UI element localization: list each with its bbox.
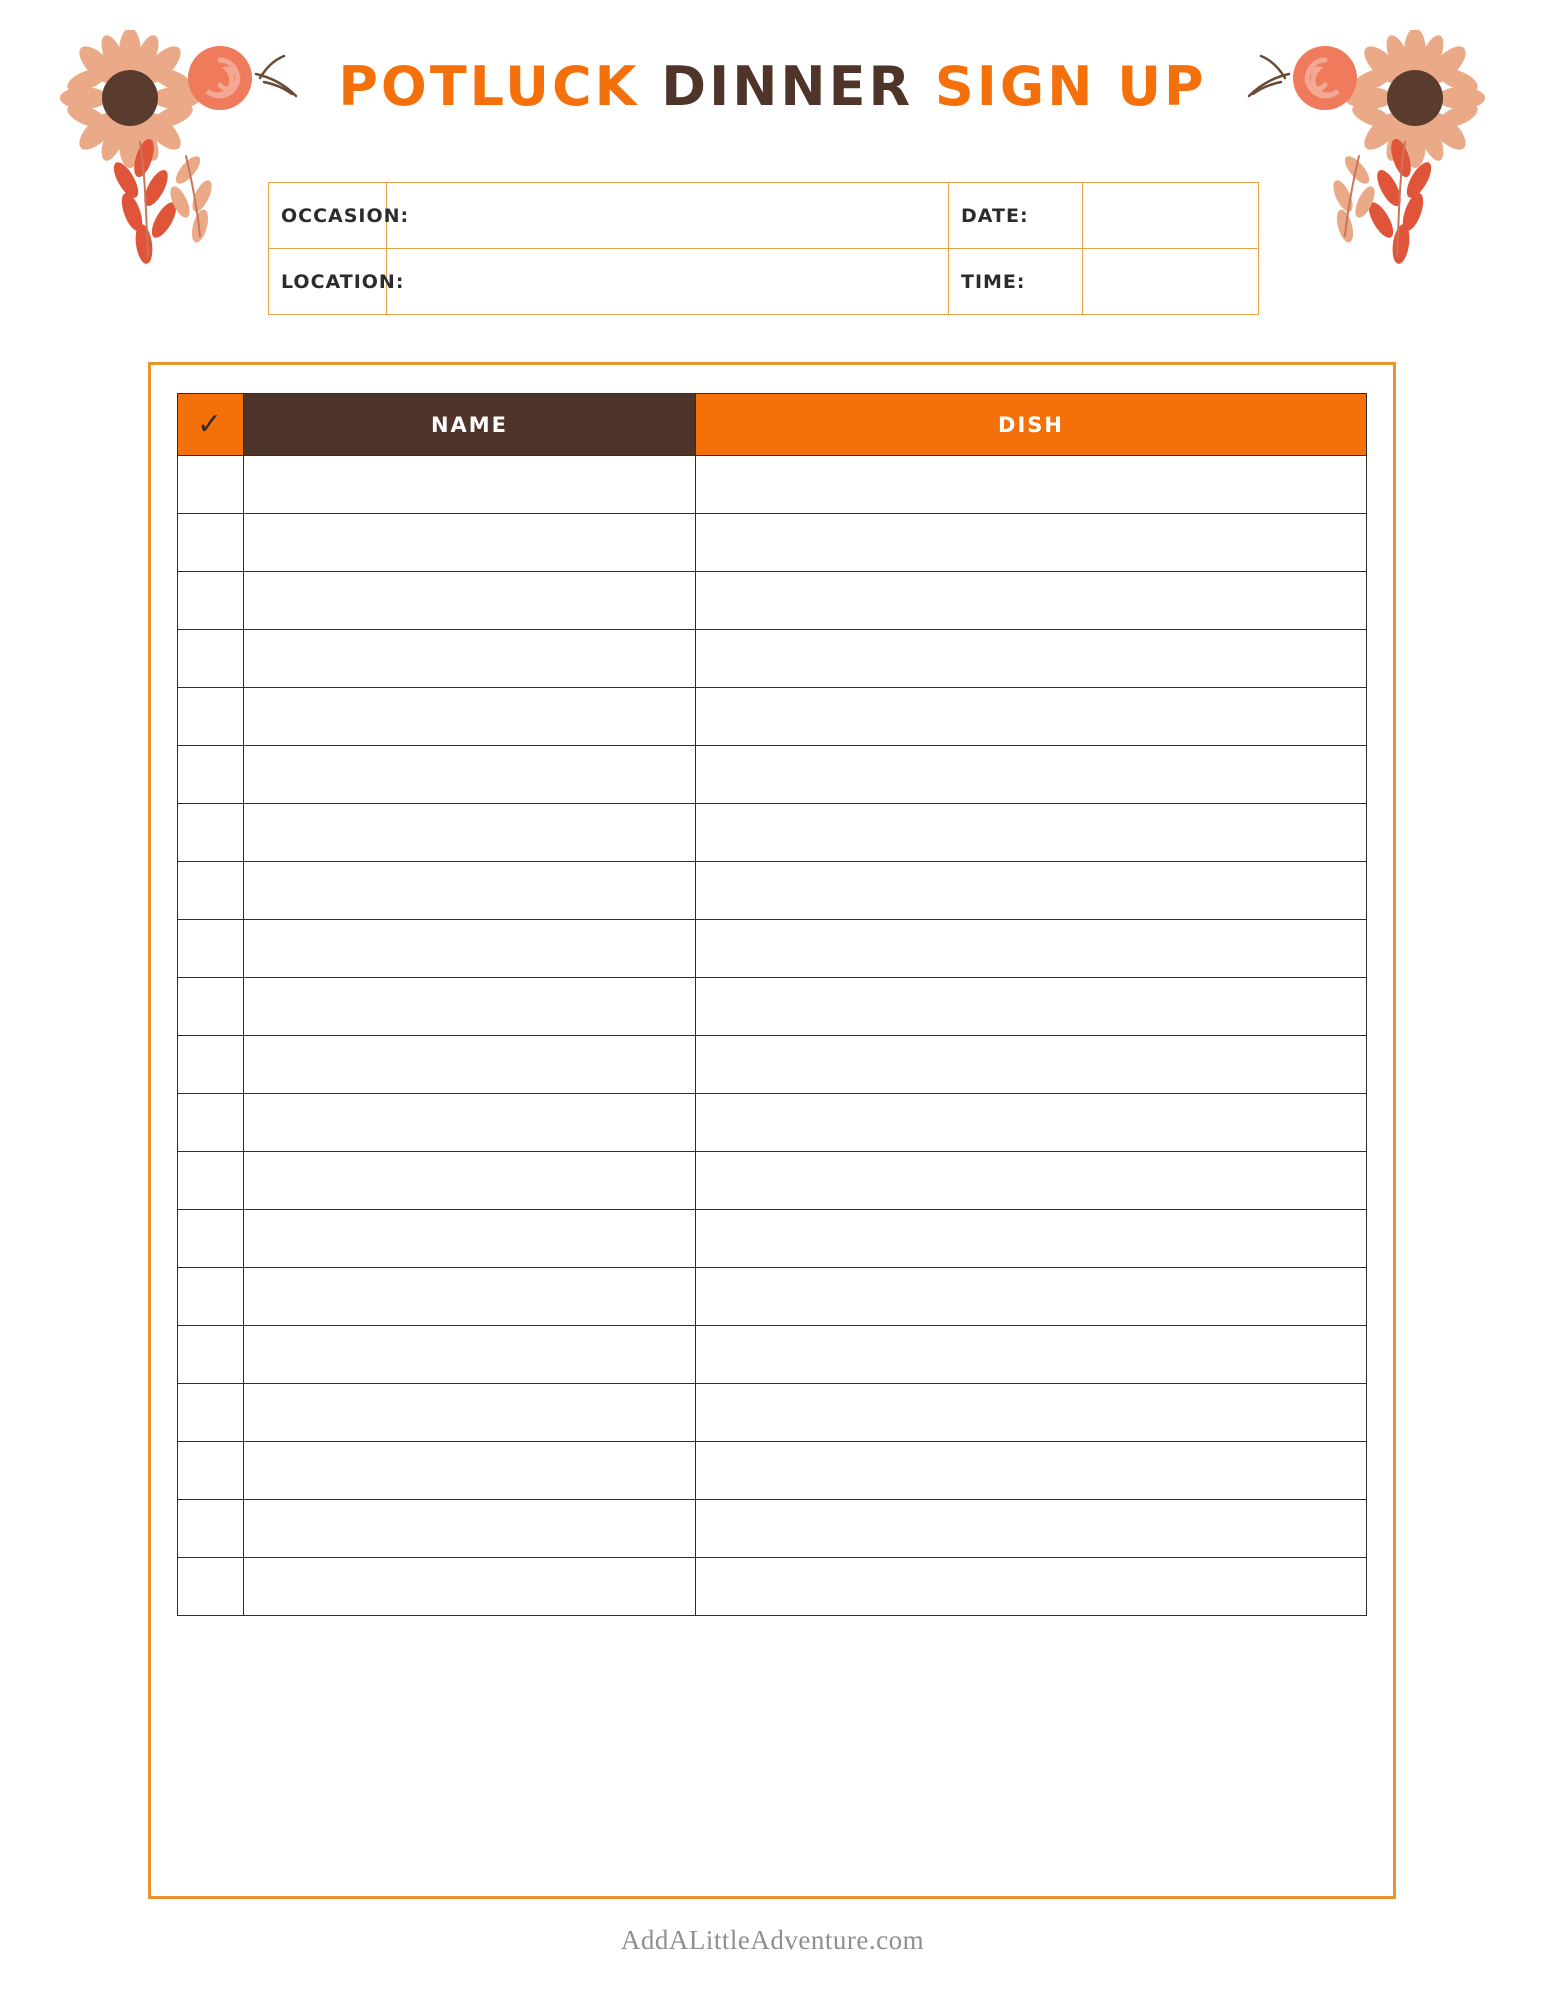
table-row — [178, 804, 1367, 862]
row-name-cell[interactable] — [244, 1036, 696, 1094]
footer-credit: AddALittleAdventure.com — [620, 1925, 925, 1955]
time-field[interactable] — [1083, 249, 1259, 315]
row-check-cell[interactable] — [178, 1326, 244, 1384]
row-dish-cell[interactable] — [696, 978, 1367, 1036]
column-header-dish: DISH — [696, 394, 1367, 456]
row-check-cell[interactable] — [178, 1268, 244, 1326]
table-row — [178, 1094, 1367, 1152]
row-name-cell[interactable] — [244, 1094, 696, 1152]
row-name-cell[interactable] — [244, 514, 696, 572]
row-dish-cell[interactable] — [696, 1036, 1367, 1094]
row-dish-cell[interactable] — [696, 514, 1367, 572]
row-check-cell[interactable] — [178, 456, 244, 514]
table-row — [178, 1442, 1367, 1500]
signup-body — [178, 456, 1367, 1616]
row-dish-cell[interactable] — [696, 688, 1367, 746]
row-name-cell[interactable] — [244, 1500, 696, 1558]
row-check-cell[interactable] — [178, 572, 244, 630]
table-row — [178, 862, 1367, 920]
table-row — [178, 1036, 1367, 1094]
table-row — [178, 978, 1367, 1036]
title-word-potluck: POTLUCK — [338, 55, 640, 118]
row-name-cell[interactable] — [244, 630, 696, 688]
time-label: TIME: — [949, 249, 1083, 315]
row-name-cell[interactable] — [244, 1442, 696, 1500]
row-name-cell[interactable] — [244, 688, 696, 746]
signup-header-row — [178, 394, 1367, 456]
row-dish-cell[interactable] — [696, 1442, 1367, 1500]
row-dish-cell[interactable] — [696, 1268, 1367, 1326]
date-label: DATE: — [949, 183, 1083, 249]
row-check-cell[interactable] — [178, 688, 244, 746]
row-dish-cell[interactable] — [696, 1210, 1367, 1268]
row-name-cell[interactable] — [244, 746, 696, 804]
table-row — [178, 456, 1367, 514]
row-name-cell[interactable] — [244, 1326, 696, 1384]
row-check-cell[interactable] — [178, 630, 244, 688]
event-info-table — [268, 182, 1259, 315]
row-dish-cell[interactable] — [696, 572, 1367, 630]
row-dish-cell[interactable] — [696, 1558, 1367, 1616]
location-field[interactable] — [387, 249, 949, 315]
row-check-cell[interactable] — [178, 1036, 244, 1094]
row-name-cell[interactable] — [244, 1268, 696, 1326]
column-header-name: NAME — [244, 394, 696, 456]
row-check-cell[interactable] — [178, 1210, 244, 1268]
row-dish-cell[interactable] — [696, 630, 1367, 688]
row-name-cell[interactable] — [244, 804, 696, 862]
row-check-cell[interactable] — [178, 1500, 244, 1558]
row-name-cell[interactable] — [244, 1152, 696, 1210]
table-row — [178, 572, 1367, 630]
row-dish-cell[interactable] — [696, 862, 1367, 920]
occasion-field[interactable] — [387, 183, 949, 249]
title-word-dinner: DINNER — [661, 55, 914, 118]
row-dish-cell[interactable] — [696, 1326, 1367, 1384]
table-row — [178, 1500, 1367, 1558]
row-check-cell[interactable] — [178, 1558, 244, 1616]
row-name-cell[interactable] — [244, 1558, 696, 1616]
checkmark-icon: ✓ — [196, 406, 225, 442]
row-dish-cell[interactable] — [696, 1094, 1367, 1152]
table-row — [178, 1268, 1367, 1326]
table-row — [178, 514, 1367, 572]
row-name-cell[interactable] — [244, 1210, 696, 1268]
row-check-cell[interactable] — [178, 514, 244, 572]
page-title — [0, 55, 1545, 118]
table-row — [178, 920, 1367, 978]
row-name-cell[interactable] — [244, 572, 696, 630]
row-dish-cell[interactable] — [696, 920, 1367, 978]
table-row — [178, 630, 1367, 688]
row-check-cell[interactable] — [178, 920, 244, 978]
title-word-signup: SIGN UP — [934, 55, 1207, 118]
row-name-cell[interactable] — [244, 978, 696, 1036]
row-dish-cell[interactable] — [696, 1152, 1367, 1210]
table-row — [178, 1384, 1367, 1442]
date-field[interactable] — [1083, 183, 1259, 249]
row-check-cell[interactable] — [178, 1442, 244, 1500]
occasion-label: OCCASION: — [269, 183, 387, 249]
location-label: LOCATION: — [269, 249, 387, 315]
row-dish-cell[interactable] — [696, 804, 1367, 862]
row-name-cell[interactable] — [244, 456, 696, 514]
row-name-cell[interactable] — [244, 862, 696, 920]
row-dish-cell[interactable] — [696, 456, 1367, 514]
row-check-cell[interactable] — [178, 1094, 244, 1152]
row-name-cell[interactable] — [244, 920, 696, 978]
info-row-occasion-date — [269, 183, 1259, 249]
table-row — [178, 1326, 1367, 1384]
row-check-cell[interactable] — [178, 1384, 244, 1442]
table-row — [178, 1152, 1367, 1210]
row-dish-cell[interactable] — [696, 746, 1367, 804]
row-check-cell[interactable] — [178, 1152, 244, 1210]
row-name-cell[interactable] — [244, 1384, 696, 1442]
row-dish-cell[interactable] — [696, 1500, 1367, 1558]
table-row — [178, 746, 1367, 804]
info-row-location-time — [269, 249, 1259, 315]
row-check-cell[interactable] — [178, 978, 244, 1036]
column-header-check — [178, 394, 244, 456]
signup-frame — [148, 362, 1396, 1899]
row-dish-cell[interactable] — [696, 1384, 1367, 1442]
table-row — [178, 1558, 1367, 1616]
row-check-cell[interactable] — [178, 804, 244, 862]
table-row — [178, 1210, 1367, 1268]
signup-table — [177, 393, 1367, 1616]
row-check-cell[interactable] — [178, 746, 244, 804]
row-check-cell[interactable] — [178, 862, 244, 920]
table-row — [178, 688, 1367, 746]
